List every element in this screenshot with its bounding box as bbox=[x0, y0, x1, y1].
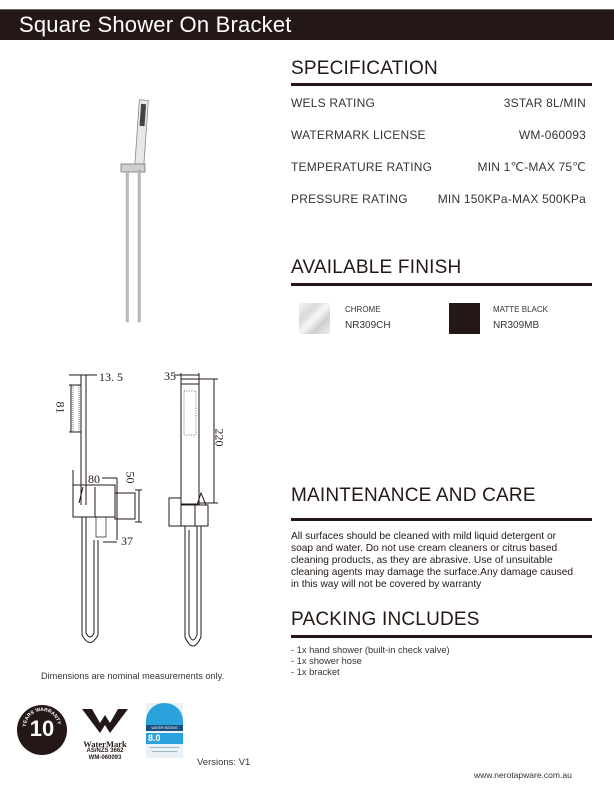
spec-value: 3STAR 8L/MIN bbox=[503, 96, 586, 110]
hand-shower-photo bbox=[121, 100, 148, 322]
chrome-swatch bbox=[299, 303, 330, 334]
maintenance-line: in this way will not be covered by warranty bbox=[291, 579, 482, 590]
watermark-license: WM-060093 bbox=[88, 755, 122, 761]
spec-divider bbox=[291, 83, 592, 86]
warranty-years: 10 bbox=[29, 716, 55, 741]
version-label: Versions: V1 bbox=[197, 757, 251, 768]
spec-label: TEMPERATURE RATING bbox=[291, 160, 433, 174]
finish-heading: AVAILABLE FINISH bbox=[291, 257, 462, 278]
spec-value: WM-060093 bbox=[518, 128, 586, 142]
page-title: Square Shower On Bracket bbox=[19, 12, 292, 37]
wels-band: WATER RATING bbox=[146, 725, 183, 731]
watermark-name: WaterMark bbox=[83, 739, 127, 749]
watermark-logo bbox=[80, 707, 130, 762]
packing-item: - 1x hand shower (built-in check valve) bbox=[291, 645, 450, 655]
wels-rating-label bbox=[146, 703, 183, 758]
wels-stars-icon bbox=[146, 703, 183, 727]
dimension-35: 35 bbox=[164, 369, 176, 383]
finish-divider bbox=[291, 283, 592, 286]
watermark-standard: AS/NZS 3662 bbox=[86, 748, 124, 754]
spec-label: PRESSURE RATING bbox=[291, 192, 408, 206]
dimension-50: 50 bbox=[123, 471, 138, 484]
maintenance-line: cleaning agents may damage the surface.Any damage caused bbox=[291, 567, 574, 578]
maintenance-text bbox=[291, 531, 601, 591]
warranty-badge bbox=[17, 705, 67, 755]
dimension-80: 80 bbox=[88, 472, 100, 486]
finish-code: NR309MB bbox=[493, 320, 540, 331]
finish-name: MATTE BLACK bbox=[493, 305, 548, 314]
svg-text:YEARS WARRANTY: YEARS WARRANTY bbox=[21, 706, 62, 728]
watermark-w-icon bbox=[80, 707, 130, 735]
dimension-13-5: 13. 5 bbox=[99, 370, 123, 384]
product-image bbox=[115, 98, 165, 326]
maintenance-divider bbox=[291, 518, 592, 521]
finish-name: CHROME bbox=[345, 305, 381, 314]
spec-label: WATERMARK LICENSE bbox=[291, 128, 426, 142]
maintenance-line: All surfaces should be cleaned with mild liquid detergent or bbox=[291, 531, 557, 542]
packing-list bbox=[291, 645, 450, 679]
dimension-37: 37 bbox=[121, 534, 133, 548]
wels-value: 8.0 bbox=[148, 733, 161, 743]
website-link[interactable]: www.nerotapware.com.au bbox=[474, 770, 572, 780]
spec-label: WELS RATING bbox=[291, 96, 375, 110]
spec-value: MIN 150KPa-MAX 500KPa bbox=[437, 192, 586, 206]
packing-item: - 1x shower hose bbox=[291, 656, 362, 667]
technical-drawing-side bbox=[55, 365, 150, 660]
maintenance-line: soap and water. Do not use cream cleaners or citrus based bbox=[291, 543, 558, 554]
dimensions-note: Dimensions are nominal measurements only. bbox=[41, 671, 225, 681]
spec-heading: SPECIFICATION bbox=[291, 58, 438, 79]
matte-black-swatch bbox=[449, 303, 480, 334]
maintenance-line: cleaning products, as they are abrasive. Use of unsuitable bbox=[291, 555, 553, 566]
packing-divider bbox=[291, 635, 592, 638]
packing-heading: PACKING INCLUDES bbox=[291, 609, 480, 630]
dimension-220: 220 bbox=[212, 428, 227, 447]
spec-value: MIN 1℃-MAX 75℃ bbox=[477, 160, 586, 174]
dimension-81: 81 bbox=[53, 401, 68, 414]
finish-code: NR309CH bbox=[345, 320, 391, 331]
title-bar bbox=[0, 9, 614, 40]
maintenance-heading: MAINTENANCE AND CARE bbox=[291, 485, 536, 506]
technical-drawing-front bbox=[160, 365, 230, 660]
packing-item: - 1x bracket bbox=[291, 667, 340, 678]
